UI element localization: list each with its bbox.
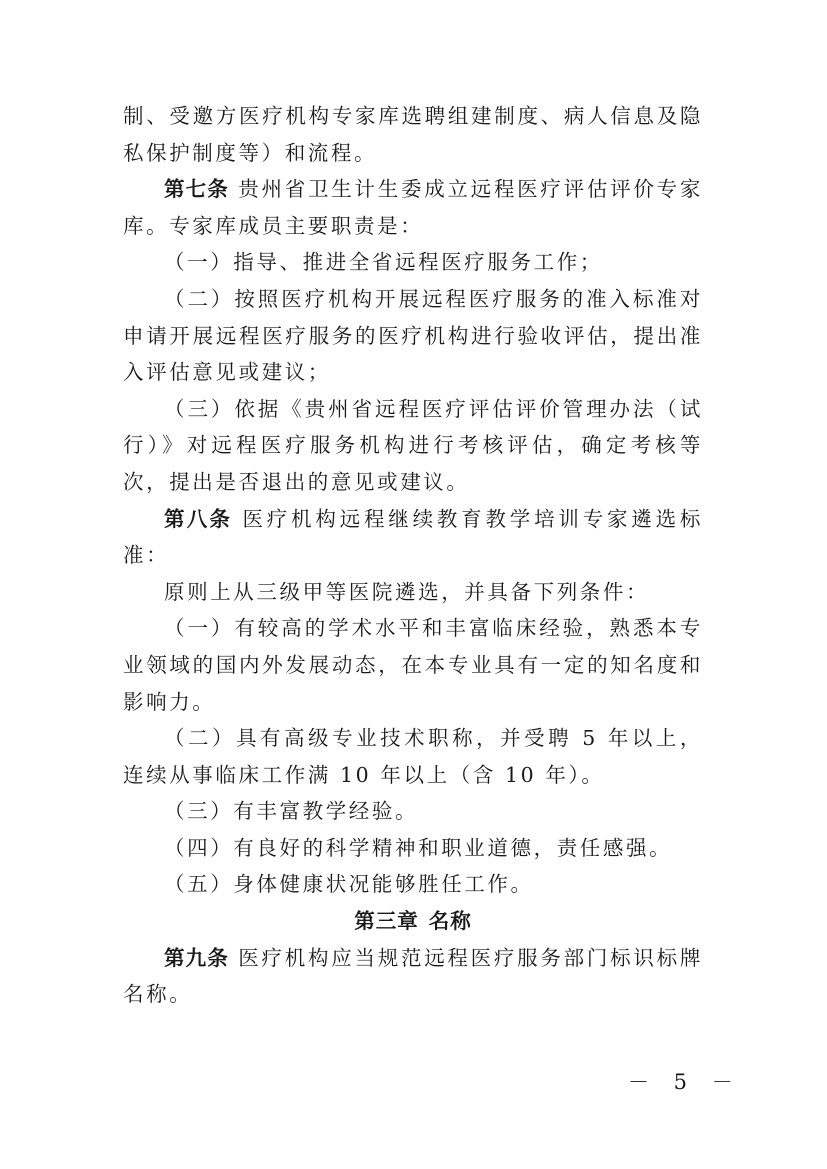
article-9 [123,940,703,1013]
document-body [123,98,703,1013]
article-7 [123,171,703,244]
article-8-item-3: （三）有丰富教学经验。 [164,799,419,824]
article-8-item-4: （四）有良好的科学精神和职业道德，责任感强。 [164,835,673,860]
article-7-item-3: （三）依据《贵州省远程医疗评估评价管理办法（试行）》对远程医疗服务机构进行考核评估，确定考核等次，提出是否退出的意见或建议。 [123,396,703,494]
article-8-intro: 原则上从三级甲等医院遴选，并具备下列条件： [164,579,650,604]
article-7-heading: 第七条 [164,177,229,202]
article-8-text: 医疗机构远程继续教育教学培训专家遴选标准： [123,506,704,568]
article-7-item-2: （二）按照医疗机构开展远程医疗服务的准入标准对申请开展远程医疗服务的医疗机构进行验收评估，提出准入评估意见或建议； [123,286,703,385]
chapter-title: 名称 [428,909,472,934]
chapter-heading [123,903,703,940]
paragraph-continuation: 制、受邀方医疗机构专家库选聘组建制度、病人信息及隐私保护制度等）和流程。 [123,104,703,165]
article-8-item-2: （二）具有高级专业技术职称，并受聘 5 年以上，连续从事临床工作满 10 年以上（含 10 年）。 [123,726,703,787]
article-7-text: 贵州省卫生计生委成立远程医疗评估评价专家库。专家库成员主要职责是： [123,177,704,238]
article-8-heading: 第八条 [164,506,233,531]
article-9-text: 医疗机构应当规范远程医疗服务部门标识标牌名称。 [123,945,704,1007]
article-8 [123,501,703,574]
article-9-heading: 第九条 [164,945,229,970]
page-number: － 5 － [628,1070,742,1094]
article-7-item-1: （一）指导、推进全省远程医疗服务工作； [164,250,603,275]
article-8-item-5: （五）身体健康状况能够胜任工作。 [164,872,534,897]
chapter-number: 第三章 [354,909,419,934]
article-8-item-1: （一）有较高的学术水平和丰富临床经验，熟悉本专业领域的国内外发展动态，在本专业具有一定的知名度和影响力。 [123,616,703,714]
